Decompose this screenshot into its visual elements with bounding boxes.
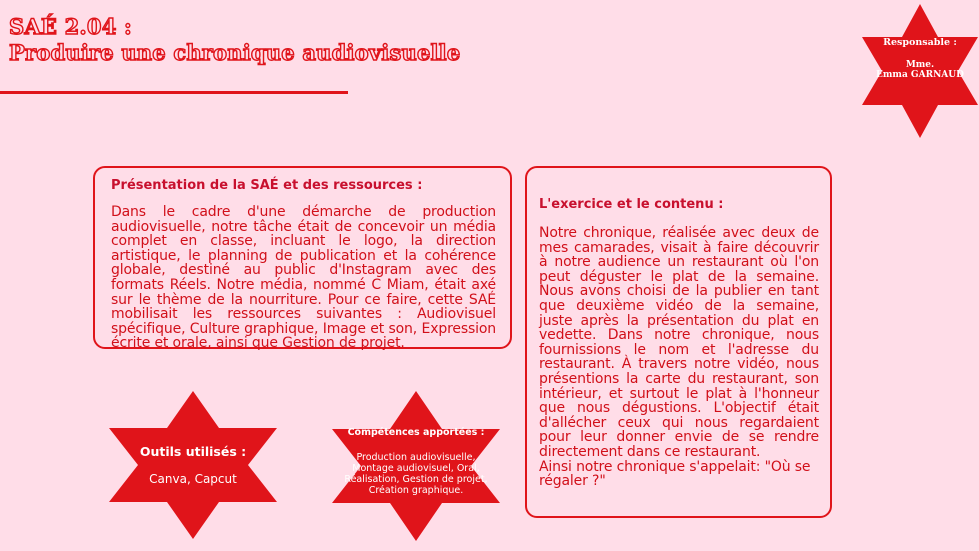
responsable-star <box>861 4 979 138</box>
responsable-name-line-2: Emma GARNAUD <box>876 69 964 80</box>
title-line-1: SAÉ 2.04 : <box>9 14 132 39</box>
presentation-body: Dans le cadre d'une démarche de production audiovisuelle, notre tâche était de concevoir un média complet en classe, incluant le logo, la direction artistique, le planning de publication et la cohérence globale, destiné au public d'Instagram avec des formats Réels. Notre média, nommé C Miam, était axé sur le thème de la nourriture. Pour ce faire, cette SAÉ mobilisait les ressources suivantes : Audiovisuel spécifique, Culture graphique, Image et son, Expression écrite et orale, ainsi que Gestion de projet. <box>111 204 496 352</box>
competences-label: Compétences apportées : <box>347 426 485 438</box>
competences-star <box>331 391 501 541</box>
outils-value: Canva, Capcut <box>149 472 237 486</box>
responsable-label: Responsable : <box>883 36 957 48</box>
outils-star <box>108 391 278 539</box>
title-underline <box>0 91 348 94</box>
presentation-heading: Présentation de la SAÉ et des ressources : <box>111 178 423 193</box>
exercice-closing: Ainsi notre chronique s'appelait: "Où se régaler ?" <box>539 458 811 490</box>
exercice-heading: L'exercice et le contenu : <box>539 197 724 212</box>
presentation-box <box>93 166 512 352</box>
exercice-box <box>525 166 832 518</box>
responsable-name-line-1: Mme. <box>905 59 935 70</box>
title-line-2: Produire une chronique audiovisuelle <box>9 40 461 65</box>
competences-value: Production audiovisuelle, Montage audiovisuel, Oral, Réalisation, Gestion de projet, Création graphique. <box>344 451 488 496</box>
page-title <box>9 14 460 66</box>
responsable-name <box>876 60 964 80</box>
outils-label: Outils utilisés : <box>139 444 247 459</box>
exercice-body: Notre chronique, réalisée avec deux de mes camarades, visait à faire découvrir à notre audience un restaurant où l'on peut déguster le plat de la semaine. Nous avons choisi de la publier en tant que deuxième vidéo de la semaine, juste après la présentation du plat en vedette. Dans notre chronique, nous fournissions le nom et l'adresse du restaurant. À travers notre vidéo, nous présentions la carte du restaurant, son intérieur, et surtout le plat à l'honneur que nous dégustions. L'objectif était d'allécher ceux qui nous regardaient pour leur donner envie de se rendre directement dans ce restaurant. <box>539 225 819 460</box>
